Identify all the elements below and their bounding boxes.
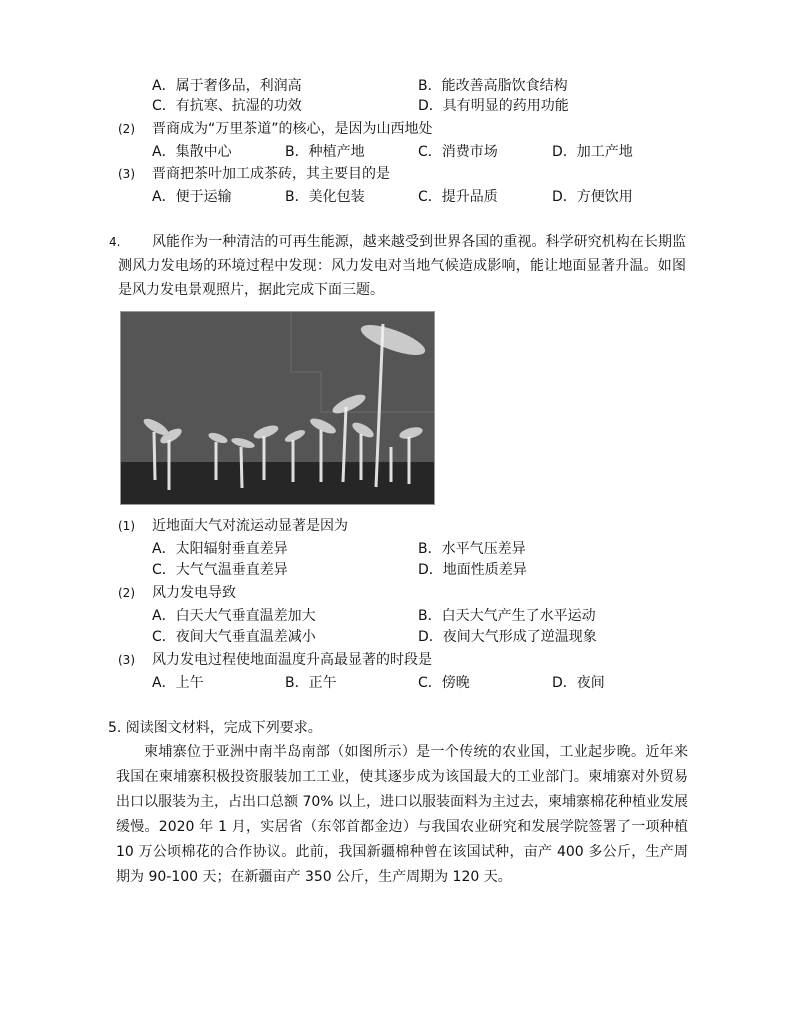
q4-sub1 xyxy=(118,516,348,536)
q4-sub1-option-d: D．地面性质差异 xyxy=(418,562,527,578)
q3-sub3-number: (3) xyxy=(118,167,135,181)
q4-sub2-option-c: C．夜间大气垂直温差减小 xyxy=(152,629,316,645)
wind-turbines-illustration xyxy=(121,312,434,504)
q4-sub2 xyxy=(118,583,236,603)
q3-option-a: A．属于奢侈品，利润高 xyxy=(152,78,302,94)
q4-sub1-text: 近地面大气对流运动显著是因为 xyxy=(152,518,348,534)
wind-farm-photo xyxy=(120,311,435,505)
q4-sub1-option-a: A．太阳辐射垂直差异 xyxy=(152,541,288,557)
q4-sub3-option-c: C．傍晚 xyxy=(418,675,470,691)
q3-sub3 xyxy=(118,164,390,184)
q3-sub3-option-b: B．美化包装 xyxy=(285,189,365,205)
q3-option-d: D．具有明显的药用功能 xyxy=(418,98,569,114)
q3-option-b: B．能改善高脂饮食结构 xyxy=(418,78,568,94)
q4-sub1-option-b: B．水平气压差异 xyxy=(418,541,526,557)
q4-sub1-option-c: C．大气气温垂直差异 xyxy=(152,562,288,578)
q3-sub2-text: 晋商成为“万里茶道”的核心，是因为山西地处 xyxy=(152,121,433,137)
q4-sub3-option-d: D．夜间 xyxy=(552,675,605,691)
q4-sub3-number: (3) xyxy=(118,653,135,667)
q3-sub3-option-c: C．提升品质 xyxy=(418,189,498,205)
q4-sub3-text: 风力发电过程使地面温度升高最显著的时段是 xyxy=(152,652,432,668)
q4-sub3-option-a: A．上午 xyxy=(152,675,204,691)
q4-sub2-number: (2) xyxy=(118,586,135,600)
q4-intro: 风能作为一种清洁的可再生能源，越来越受到世界各国的重视。科学研究机构在长期监测风力发电场的环境过程中发现：风力发电对当地气候造成影响，能让地面显著升温。如图是风力发电景观照片，据此完成下面三题。 xyxy=(118,234,686,298)
q3-sub2-option-c: C．消费市场 xyxy=(418,144,498,160)
q3-sub2-option-a: A．集散中心 xyxy=(152,144,232,160)
q5-title: 5. 阅读图文材料，完成下列要求。 xyxy=(108,720,322,736)
q3-sub2-number: (2) xyxy=(118,122,135,136)
q3-sub3-option-a: A．便于运输 xyxy=(152,189,232,205)
q3-sub2-option-b: B．种植产地 xyxy=(285,144,365,160)
q4-sub2-option-d: D．夜间大气形成了逆温现象 xyxy=(418,629,597,645)
q3-sub2-option-d: D．加工产地 xyxy=(552,144,633,160)
q4-sub2-text: 风力发电导致 xyxy=(152,585,236,601)
q4-sub3-option-b: B．正午 xyxy=(285,675,337,691)
q4-sub2-option-a: A．白天大气垂直温差加大 xyxy=(152,608,316,624)
q4-sub2-option-b: B．白天大气产生了水平运动 xyxy=(418,608,596,624)
q3-sub2 xyxy=(118,119,433,139)
q5-body: 柬埔寨位于亚洲中南半岛南部（如图所示）是一个传统的农业国，工业起步晚。近年来我国在柬埔寨积极投资服装加工工业，使其逐步成为该国最大的工业部门。柬埔寨对外贸易出口以服装为主，占出口总额 70% 以上，进口以服装面料为主过去，柬埔寨棉花种植业发展缓慢。2020 年 1 月，实居省（东邻首都金边）与我国农业研究和发展学院签署了一项种植 10 万公顷棉花的合作协议。此前，我国新疆棉种曾在该国试种，亩产 400 多公斤，生产周期为 90-100 天；在新疆亩产 350 公斤，生产周期为 120 天。 xyxy=(116,744,689,885)
q3-option-c: C．有抗寒、抗湿的功效 xyxy=(152,98,302,114)
q4-sub3 xyxy=(118,650,432,670)
q4-number: 4. xyxy=(109,235,121,249)
q4-sub1-number: (1) xyxy=(118,519,135,533)
q3-sub3-option-d: D．方便饮用 xyxy=(552,189,633,205)
q3-sub3-text: 晋商把茶叶加工成茶砖，其主要目的是 xyxy=(152,166,390,182)
